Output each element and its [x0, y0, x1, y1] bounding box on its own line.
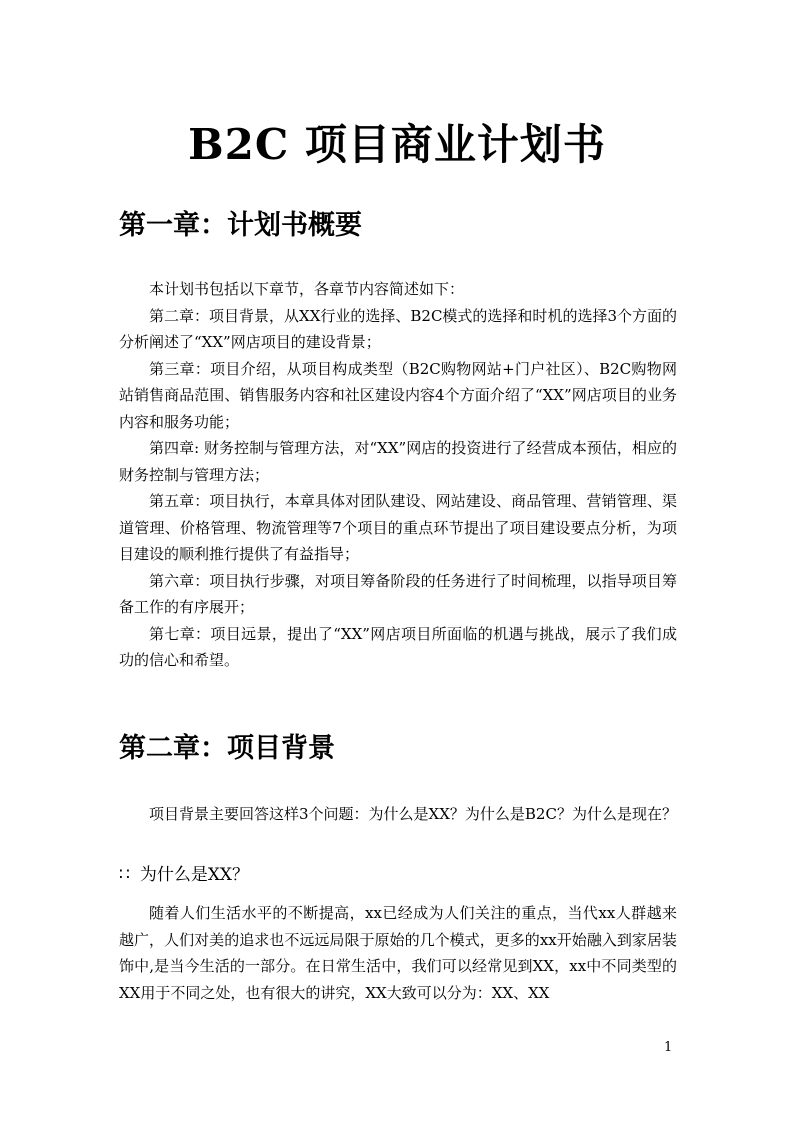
- chapter1-body: [119, 276, 677, 674]
- page-number: 1: [664, 1040, 673, 1055]
- chapter1-paragraph: 第三章：项目介绍，从项目构成类型（B2C购物网站+门户社区）、B2C购物网站销售商品范围、销售服务内容和社区建设内容4个方面介绍了“XX”网店项目的业务内容和服务功能；: [119, 359, 677, 431]
- chapter1-paragraph: 第二章：项目背景，从XX行业的选择、B2C模式的选择和时机的选择3个方面的分析阐述了“XX”网店项目的建设背景；: [119, 306, 677, 351]
- chapter1-paragraph: 第四章: 财务控制与管理方法，对“XX”网店的投资进行了经营成本预估，相应的财务控制与管理方法；: [119, 439, 677, 484]
- section-paragraph: 随着人们生活水平的不断提高，xx已经成为人们关注的重点，当代xx人群越来越广，人们对美的追求也不远远局限于原始的几个模式，更多的xx开始融入到家居装饰中,是当今生活的一部分。在日常生活中，我们可以经常见到XX，xx中不同类型的XX用于不同之处，也有很大的讲究，XX大致可以分为：XX、XX: [119, 904, 677, 1002]
- chapter1-paragraph: 第七章：项目远景，提出了“XX”网店项目所面临的机遇与挑战，展示了我们成功的信心和希望。: [119, 624, 677, 669]
- section-heading-text: 为什么是XX？: [139, 865, 250, 885]
- section-heading: [119, 862, 249, 888]
- chapter1-heading: 第一章：计划书概要: [119, 210, 362, 241]
- chapter1-paragraph: 第五章：项目执行，本章具体对团队建设、网站建设、商品管理、营销管理、渠道管理、价格管理、物流管理等7个项目的重点环节提出了项目建设要点分析，为项目建设的顺利推行提供了有益指导；: [119, 492, 677, 563]
- bullet-marker: ∷: [119, 865, 130, 885]
- section-body: [119, 900, 677, 1006]
- chapter1-paragraph: 第六章：项目执行步骤，对项目筹备阶段的任务进行了时间梳理，以指导项目筹备工作的有序展开；: [119, 571, 677, 616]
- chapter2-intro-paragraph: 项目背景主要回答这样3个问题：为什么是XX？为什么是B2C？为什么是现在？: [149, 805, 677, 823]
- chapter2-heading: 第二章：项目背景: [119, 733, 335, 764]
- document-title: B2C 项目商业计划书: [188, 120, 606, 169]
- chapter2-intro: [119, 801, 677, 828]
- chapter1-paragraph: 本计划书包括以下章节，各章节内容简述如下：: [149, 280, 465, 298]
